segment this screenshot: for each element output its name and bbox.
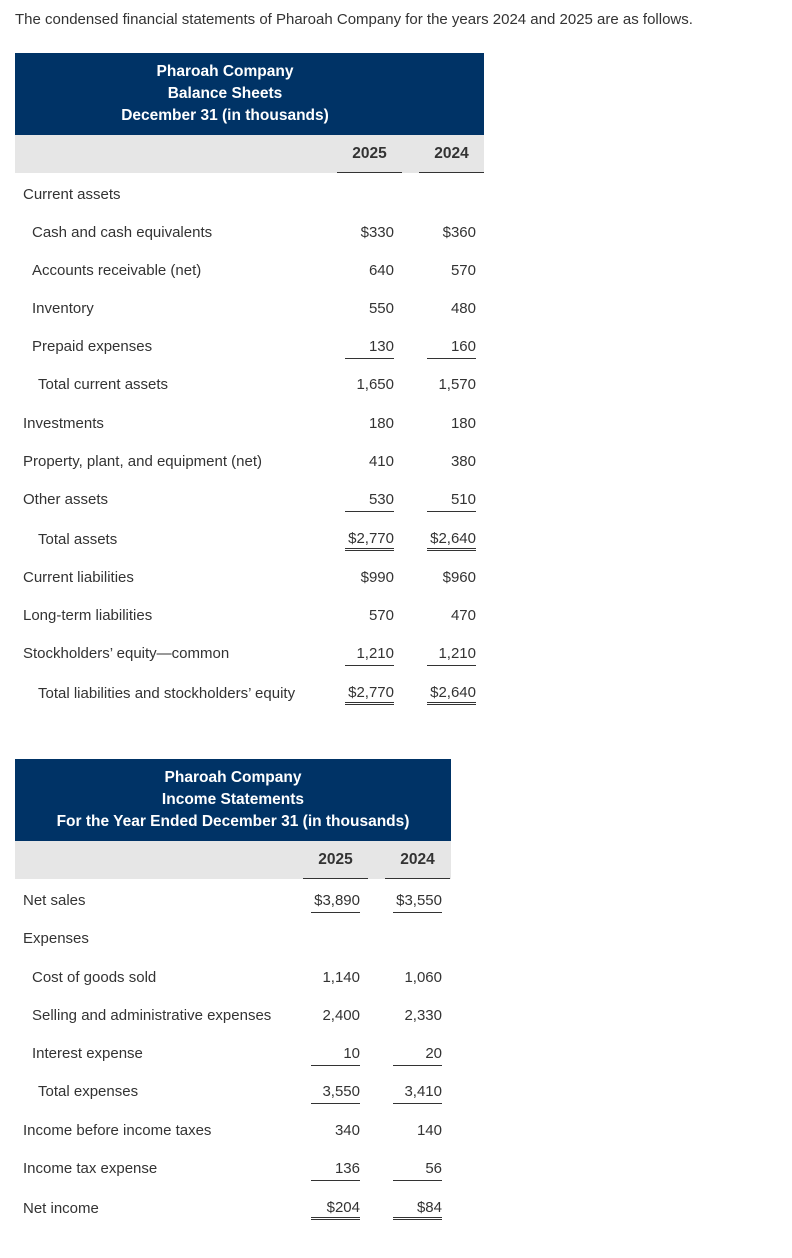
- value-2024: 1,570: [438, 376, 476, 393]
- value-2025: 1,140: [322, 969, 360, 986]
- table-row: [15, 881, 451, 919]
- value-2024: $2,640: [427, 684, 476, 705]
- row-label: Total current assets: [38, 376, 169, 393]
- table-row: [15, 1111, 451, 1149]
- table-row: [15, 1187, 451, 1227]
- row-label: Income before income taxes: [23, 1122, 212, 1139]
- row-label: Current assets: [23, 186, 121, 203]
- value-2025: 2,400: [322, 1007, 360, 1024]
- value-2024: 3,410: [393, 1083, 442, 1101]
- value-2025: 10: [311, 1045, 360, 1063]
- value-2025: 530: [345, 491, 394, 509]
- value-2024: 510: [427, 491, 476, 509]
- table-row: [15, 1149, 451, 1187]
- table-row: [15, 175, 484, 213]
- value-2025: 136: [311, 1160, 360, 1178]
- value-2025: 410: [368, 453, 394, 470]
- bs-title: Balance Sheets: [167, 85, 283, 102]
- table-row: [15, 558, 484, 596]
- value-2024: 20: [393, 1045, 442, 1063]
- table-row: [15, 327, 484, 365]
- table-row: [15, 518, 484, 558]
- value-2024: 140: [416, 1122, 442, 1139]
- balance-sheet-header: [15, 53, 484, 135]
- value-2025: 3,550: [311, 1083, 360, 1101]
- is-subtitle: For the Year Ended December 31 (in thousands): [56, 813, 410, 830]
- value-2025: $2,770: [345, 684, 394, 705]
- table-row: [15, 404, 484, 442]
- table-row: [15, 996, 451, 1034]
- value-2025: $330: [360, 224, 394, 241]
- value-2025: 130: [345, 338, 394, 356]
- row-label: Cash and cash equivalents: [32, 224, 213, 241]
- table-row: [15, 480, 484, 518]
- table-row: [15, 596, 484, 634]
- value-2024: 56: [393, 1160, 442, 1178]
- value-2024: 470: [450, 607, 476, 624]
- value-2024: 1,210: [427, 645, 476, 663]
- value-2025: $2,770: [345, 530, 394, 551]
- row-label: Stockholders’ equity—common: [23, 645, 230, 662]
- table-row: [15, 251, 484, 289]
- value-2024: $2,640: [427, 530, 476, 551]
- row-label: Net sales: [23, 892, 86, 909]
- value-2025: 570: [368, 607, 394, 624]
- table-row: [15, 919, 451, 958]
- table-row: [15, 672, 484, 712]
- table-row: [15, 442, 484, 480]
- value-2024: 180: [450, 415, 476, 432]
- row-label: Prepaid expenses: [32, 338, 153, 355]
- is-title: Income Statements: [161, 791, 305, 808]
- value-2025: $3,890: [311, 892, 360, 910]
- table-row: [15, 213, 484, 251]
- table-row: [15, 634, 484, 672]
- table-row: [15, 365, 484, 404]
- row-label: Net income: [23, 1200, 99, 1217]
- income-statement-header: [15, 759, 451, 841]
- row-label: Inventory: [32, 300, 94, 317]
- row-label: Income tax expense: [23, 1160, 158, 1177]
- value-2024: $3,550: [393, 892, 442, 910]
- value-2024: 1,060: [404, 969, 442, 986]
- income-statement: [15, 759, 451, 1227]
- table-row: [15, 1072, 451, 1111]
- is-col-2024: 2024: [385, 841, 450, 879]
- row-label: Interest expense: [32, 1045, 143, 1062]
- value-2025: 640: [368, 262, 394, 279]
- row-label: Current liabilities: [23, 569, 134, 586]
- value-2025: $990: [360, 569, 394, 586]
- row-label: Property, plant, and equipment (net): [23, 453, 263, 470]
- value-2025: 1,210: [345, 645, 394, 663]
- bs-col-2025: 2025: [337, 135, 402, 173]
- is-col-2025: 2025: [303, 841, 368, 879]
- table-row: [15, 1034, 451, 1072]
- intro-text: The condensed financial statements of Pharoah Company for the years 2024 and 2025 are as follows.: [15, 11, 693, 28]
- row-label: Total liabilities and stockholders’ equity: [38, 685, 296, 702]
- value-2024: $84: [393, 1199, 442, 1220]
- value-2024: $360: [442, 224, 476, 241]
- row-label: Selling and administrative expenses: [32, 1007, 272, 1024]
- value-2025: 180: [368, 415, 394, 432]
- row-label: Total expenses: [38, 1083, 139, 1100]
- value-2024: $960: [442, 569, 476, 586]
- value-2024: 570: [450, 262, 476, 279]
- table-row: [15, 289, 484, 327]
- row-label: Other assets: [23, 491, 109, 508]
- value-2025: 1,650: [356, 376, 394, 393]
- balance-sheet: [15, 53, 484, 712]
- value-2024: 480: [450, 300, 476, 317]
- is-column-header: [15, 841, 451, 879]
- value-2024: 380: [450, 453, 476, 470]
- row-label: Accounts receivable (net): [32, 262, 202, 279]
- bs-company: Pharoah Company: [156, 63, 294, 80]
- row-label: Investments: [23, 415, 104, 432]
- value-2025: $204: [311, 1199, 360, 1220]
- is-company: Pharoah Company: [164, 769, 302, 786]
- value-2024: 2,330: [404, 1007, 442, 1024]
- value-2025: 340: [334, 1122, 360, 1139]
- table-row: [15, 958, 451, 996]
- value-2025: 550: [368, 300, 394, 317]
- row-label: Cost of goods sold: [32, 969, 157, 986]
- row-label: Expenses: [23, 930, 89, 947]
- row-label: Long-term liabilities: [23, 607, 153, 624]
- value-2024: 160: [427, 338, 476, 356]
- bs-subtitle: December 31 (in thousands): [121, 107, 329, 124]
- row-label: Total assets: [38, 531, 118, 548]
- bs-col-2024: 2024: [419, 135, 484, 173]
- bs-column-header: [15, 135, 484, 173]
